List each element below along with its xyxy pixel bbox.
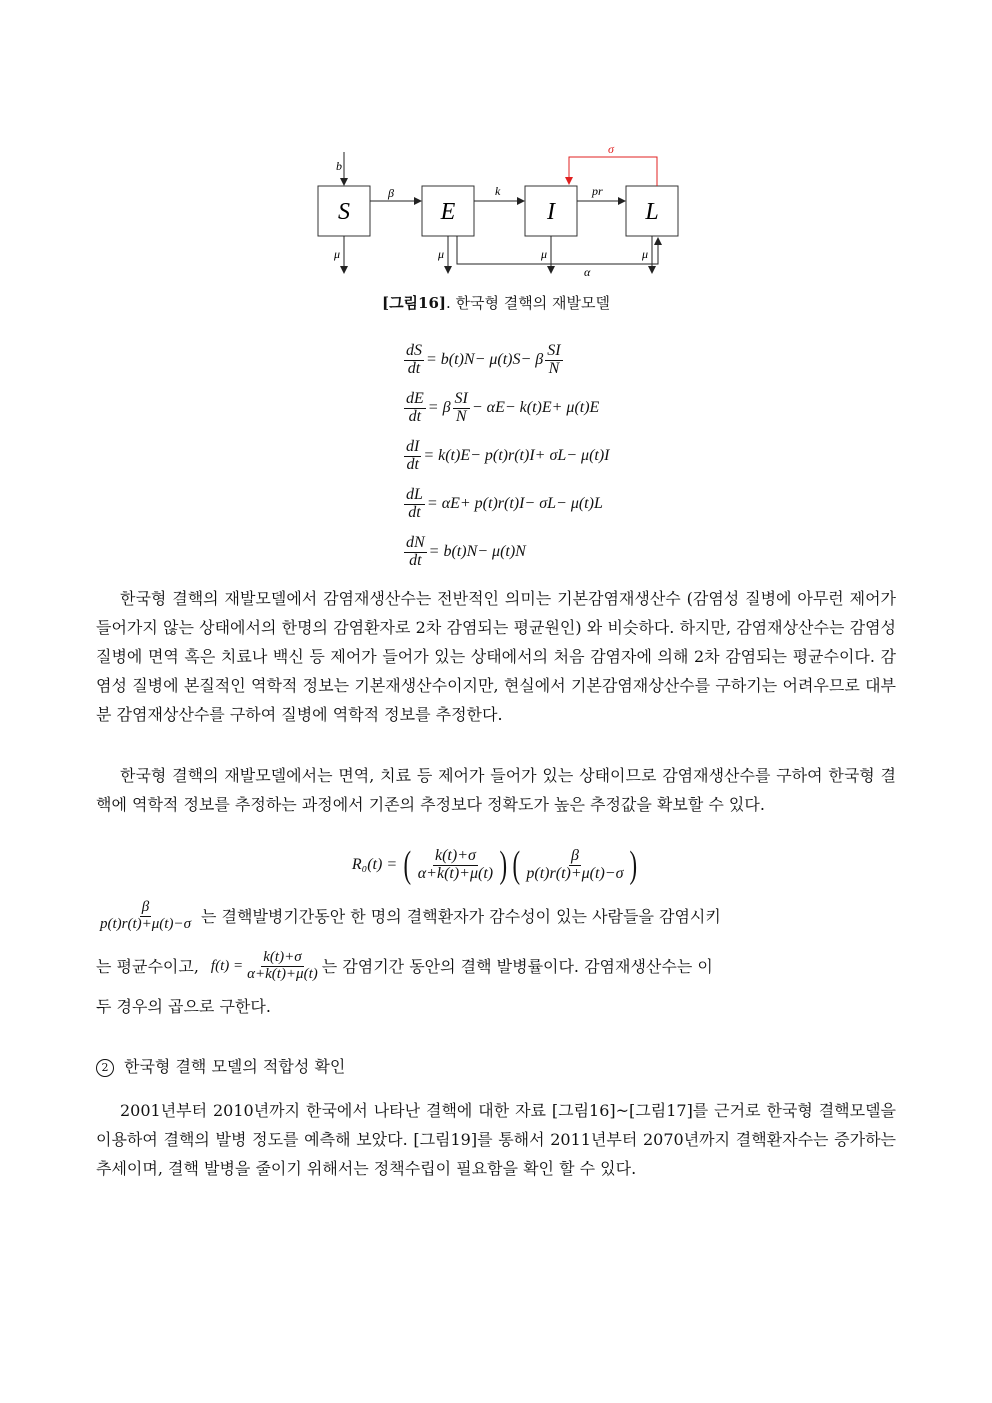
label-sigma: σ — [608, 142, 614, 156]
caption-number: [그림16] — [381, 294, 447, 312]
equation-rhs: = αE+ p(t)r(t)I− σL− μ(t)L — [426, 495, 603, 512]
arrow-e-to-l-alpha — [457, 236, 658, 264]
frac-den: dt — [408, 407, 422, 425]
frac-den: dt — [407, 359, 421, 377]
equation-rhs: = b(t)N− μ(t)S− β — [426, 351, 544, 368]
frac-den: α+k(t)+μ(t) — [417, 864, 494, 882]
equation-di — [402, 432, 610, 480]
frac-den: p(t)r(t)+μ(t)−σ — [526, 864, 624, 882]
frac-num: k(t)+σ — [434, 846, 476, 864]
label-beta: β — [388, 186, 394, 200]
equation-dl — [402, 480, 610, 528]
frac-den: dt — [408, 503, 421, 521]
paragraph-definitions-line1 — [96, 900, 896, 933]
label-b: b — [336, 159, 342, 173]
arrow-l-to-i-sigma — [569, 157, 657, 186]
figure-caption — [0, 292, 992, 313]
equation-de — [402, 384, 610, 432]
text-span: 는 감염기간 동안의 결핵 발병률이다. 감염재생산수는 이 — [321, 956, 713, 976]
seil-model-diagram — [300, 140, 700, 290]
frac-den: α+k(t)+μ(t) — [247, 965, 318, 982]
equation-system — [402, 336, 610, 576]
equation-dn — [402, 528, 610, 576]
paragraph-definitions-line2 — [96, 950, 896, 983]
r0-lhs: R₀(t) = — [351, 856, 398, 873]
equation-ds — [402, 336, 610, 384]
frac-den: dt — [409, 551, 422, 569]
frac-den: N — [455, 407, 467, 425]
paren-right: ) — [629, 844, 638, 886]
section-number-marker: 2 — [96, 1059, 114, 1077]
equation-rhs: = b(t)N− μ(t)N — [428, 543, 526, 560]
paragraph-estimation: 한국형 결핵의 재발모델에서는 면역, 치료 등 제어가 들어가 있는 상태이므로 감염재생산수를 구하여 한국형 결핵에 역학적 정보를 추정하는 과정에서 기존의 추정보다 정확도가 높은 추정값을 확보할 수 있다. — [96, 766, 896, 814]
text-span: 는 평균수이고, — [96, 956, 199, 976]
frac-num: β — [141, 899, 150, 915]
frac-num: dN — [406, 533, 425, 551]
paragraph-definitions-line3: 두 경우의 곱으로 구한다. — [96, 997, 271, 1016]
frac-num: SI — [454, 389, 468, 407]
label-k: k — [495, 184, 501, 198]
section-heading — [96, 1054, 345, 1077]
frac-num: β — [570, 846, 579, 864]
node-s-label: S — [338, 199, 350, 225]
frac-den: p(t)r(t)+μ(t)−σ — [100, 915, 191, 932]
frac-num: dL — [406, 485, 423, 503]
paragraph-model-fit: 2001년부터 2010년까지 한국에서 나타난 결핵에 대한 자료 [그림16]~[그림17]를 근거로 한국형 결핵모델을 이용하여 결핵의 발병 정도를 예측해 보았다. [그림19]를 통해서 2011년부터 2070년까지 결핵환자수는 증가하는 추세이며, 결핵 발병을 줄이기 위해서는 정책수립이 필요함을 확인 할 수 있다. — [96, 1101, 896, 1178]
label-mu-e: μ — [438, 247, 445, 261]
label-mu-s: μ — [334, 247, 341, 261]
paren-left: ( — [403, 844, 412, 886]
frac-num: SI — [547, 341, 561, 359]
node-e-label: E — [440, 199, 456, 225]
frac-num: dE — [406, 389, 424, 407]
label-pr: pr — [592, 184, 603, 198]
text-span: 는 결핵발병기간동안 한 명의 결핵환자가 감수성이 있는 사람들을 감염시키 — [200, 906, 721, 926]
r0-formula — [0, 846, 992, 884]
equation-rhs: = β — [427, 399, 451, 416]
label-mu-l: μ — [642, 247, 649, 261]
frac-den: dt — [406, 455, 419, 473]
fdef-lhs: f(t) = — [210, 957, 244, 974]
label-mu-i: μ — [541, 247, 548, 261]
node-l-label: L — [645, 199, 659, 225]
caption-text: . 한국형 결핵의 재발모델 — [446, 294, 611, 312]
frac-den: N — [548, 359, 560, 377]
node-i-label: I — [547, 199, 555, 225]
frac-num: k(t)+σ — [263, 949, 302, 965]
paren-left: ( — [512, 844, 520, 886]
equation-rhs: = k(t)E− p(t)r(t)I+ σL− μ(t)I — [423, 447, 610, 464]
section-title: 한국형 결핵 모델의 적합성 확인 — [124, 1057, 346, 1076]
equation-rhs: − αE− k(t)E+ μ(t)E — [471, 399, 600, 416]
paren-right: ) — [499, 844, 508, 886]
label-alpha: α — [584, 265, 591, 279]
paragraph-reproduction-number: 한국형 결핵의 재발모델에서 감염재생산수는 전반적인 의미는 기본감염재생산수 (감염성 질병에 아무런 제어가 들어가지 않는 상태에서의 한명의 감염환자로 2차 감염되는 평균원인) 와 비슷하다. 하지만, 감염재상산수는 감염성 질병에 면역 혹은 치료나 백신 등 제어가 들어가 있는 상태에서의 처음 감염자에 의해 2차 감염되는 평균수이다. 감염성 질병에 본질적인 역학적 정보는 기본재생산수이지만, 현실에서 기본감염재상산수를 구하기는 어려우므로 대부분 감염재상산수를 구하여 질병에 역학적 정보를 추정한다. — [96, 589, 896, 724]
frac-num: dS — [406, 341, 422, 359]
frac-num: dI — [406, 437, 420, 455]
